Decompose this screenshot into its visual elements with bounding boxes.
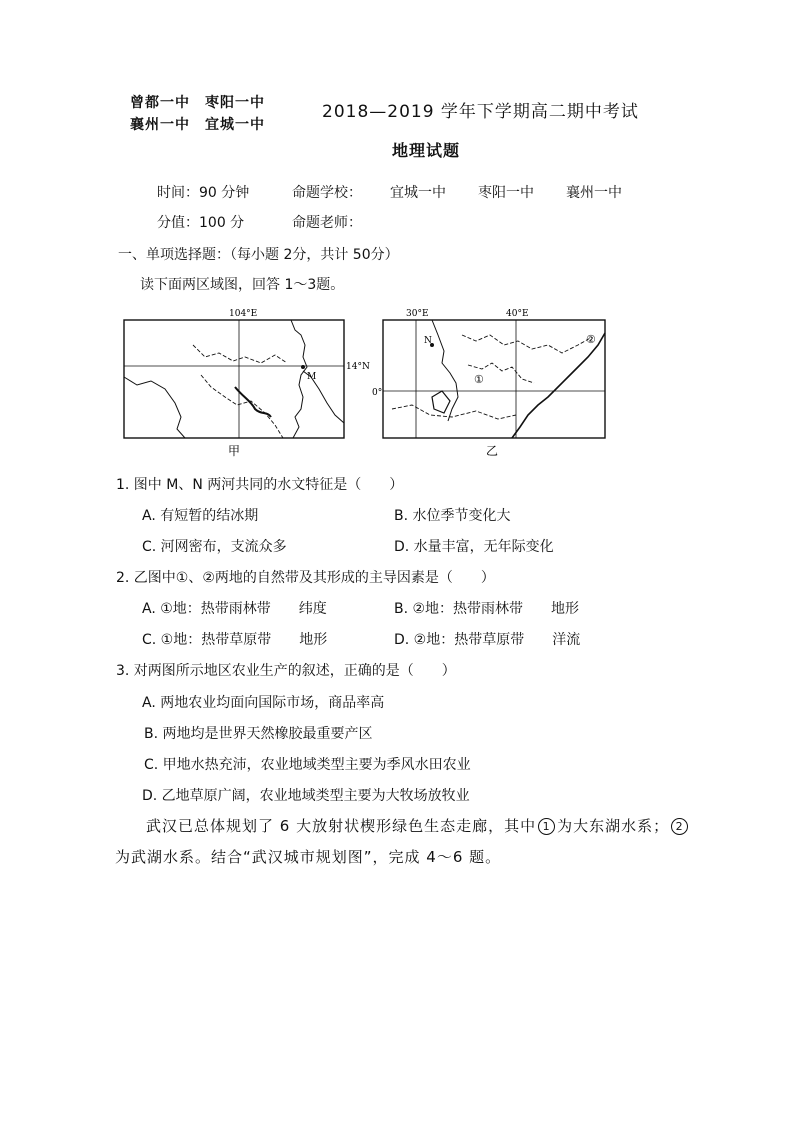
school-3: 襄州一中 [566, 185, 622, 201]
map-yi-border-3 [392, 405, 516, 419]
circled-number-2: 2 [671, 818, 688, 835]
exam-subtitle: 地理试题 [392, 141, 461, 160]
school-1: 宜城一中 [390, 185, 446, 201]
question-1-option-d: D. 水量丰富，无年际变化 [394, 539, 554, 555]
map-yi-marker-2: ② [586, 333, 596, 346]
question-3-option-a: A. 两地农业均面向国际市场，商品率高 [142, 695, 385, 711]
map-yi [372, 305, 612, 457]
map-yi-coastline [512, 333, 605, 438]
map-jia-border-2 [201, 375, 283, 438]
section-heading: 一、单项选择题：（每小题 2分，共计 50分） [118, 247, 399, 263]
paragraph-line-1 [146, 815, 690, 836]
question-2-option-a: A. ①地：热带雨林带 纬度 [142, 601, 327, 617]
map-jia-lon-label: 104°E [229, 309, 258, 319]
map-yi-river-n [432, 320, 458, 421]
map-jia-coast-left [124, 377, 185, 438]
school-2: 枣阳一中 [478, 185, 534, 201]
question-1-option-a: A. 有短暂的结冰期 [142, 508, 259, 524]
map-yi-lat-label: 0° [372, 388, 383, 398]
map-jia-m-label: M [307, 372, 317, 382]
map-jia [115, 305, 370, 458]
question-3-option-d: D. 乙地草原广阔，农业地域类型主要为大牧场放牧业 [142, 788, 470, 804]
paragraph-part-2: 为大东湖水系； [557, 817, 670, 835]
map-yi-caption: 乙 [486, 444, 499, 458]
map-jia-border-1 [193, 345, 287, 363]
schools-line-2: 襄州一中 宜城一中 [130, 117, 265, 133]
section-intro: 读下面两区域图，回答 1～3题。 [140, 277, 345, 293]
map-jia-lake [235, 387, 271, 417]
map-yi-border-1 [462, 335, 592, 353]
schools-line-1: 曾都一中 枣阳一中 [130, 95, 265, 111]
map-yi-lon1-label: 30°E [406, 309, 429, 319]
paragraph-line-2: 为武湖水系。结合“武汉城市规划图”，完成 4～6 题。 [115, 848, 502, 866]
map-yi-marker-1: ① [474, 373, 484, 386]
question-3-stem: 3. 对两图所示地区农业生产的叙述，正确的是（ ） [116, 663, 456, 679]
circled-number-1: 1 [538, 818, 555, 835]
question-2-stem: 2. 乙图中①、②两地的自然带及其形成的主导因素是（ ） [116, 570, 495, 586]
paragraph-part-1: 武汉已总体规划了 6 大放射状楔形绿色生态走廊，其中 [146, 817, 537, 835]
map-yi-n-label: N [424, 336, 432, 346]
exam-time: 时间：90 分钟 [157, 185, 250, 201]
school-names [130, 92, 265, 136]
question-1-stem: 1. 图中 M、N 两河共同的水文特征是（ ） [116, 477, 404, 493]
map-jia-river [291, 320, 307, 438]
map-yi-lake [432, 391, 450, 413]
school-label: 命题学校： [292, 185, 362, 201]
question-2-option-b: B. ②地：热带雨林带 地形 [394, 601, 580, 617]
question-3-option-b: B. 两地均是世界天然橡胶最重要产区 [144, 726, 373, 742]
exam-title: 2018—2019 学年下学期高二期中考试 [322, 102, 639, 122]
teacher-label: 命题老师： [292, 215, 362, 231]
question-1-option-b: B. 水位季节变化大 [394, 508, 511, 524]
question-2-option-d: D. ②地：热带草原带 洋流 [394, 632, 581, 648]
map-yi-lon2-label: 40°E [506, 309, 529, 319]
map-jia-lat-label: 14°N [346, 362, 370, 372]
map-jia-point-m [301, 365, 305, 369]
map-jia-caption: 甲 [228, 444, 241, 458]
question-3-option-c: C. 甲地水热充沛，农业地域类型主要为季风水田农业 [144, 757, 471, 773]
exam-score: 分值：100 分 [157, 215, 245, 231]
question-1-option-c: C. 河网密布，支流众多 [142, 539, 287, 555]
question-2-option-c: C. ①地：热带草原带 地形 [142, 632, 328, 648]
